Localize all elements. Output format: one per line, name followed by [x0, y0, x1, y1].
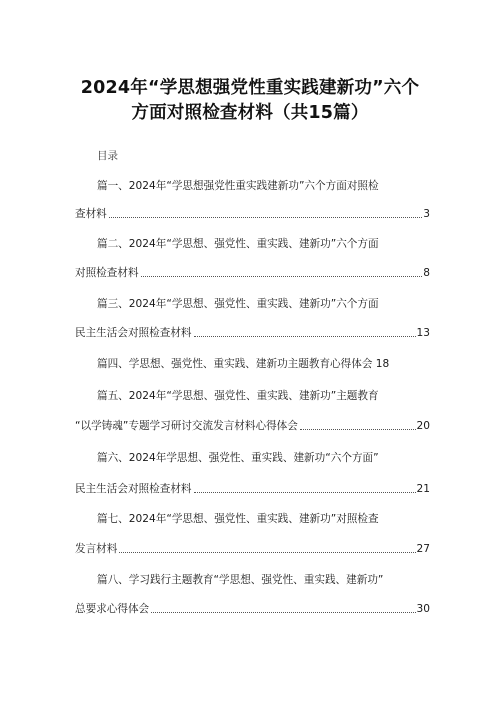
toc-entry-5-page: 20: [416, 420, 430, 432]
toc-entry-6-line-1[interactable]: 篇六、2024年学思想、强党性、重实践、建新功“六个方面”: [97, 452, 379, 464]
toc-entry-2-line-1[interactable]: 篇二、2024年“学思想、强党性、重实践、建新功”六个方面: [97, 238, 379, 250]
toc-entry-1-page: 3: [423, 208, 430, 220]
toc-leader-dots: [300, 428, 416, 430]
toc-entry-3-line-1[interactable]: 篇三、2024年“学思想、强党性、重实践、建新功”六个方面: [97, 298, 379, 310]
toc-entry-3-page: 13: [416, 327, 430, 339]
toc-entry-5-text: “以学铸魂”专题学习研讨交流发言材料心得体会: [75, 420, 298, 432]
toc-entry-4[interactable]: 篇四、学思想、强党性、重实践、建新功主题教育心得体会 18: [97, 358, 390, 370]
toc-entry-1-line-2[interactable]: [75, 207, 430, 221]
toc-entry-5-line-1[interactable]: 篇五、2024年“学思想、强党性、重实践、建新功”主题教育: [97, 390, 379, 402]
toc-entry-1-line-1[interactable]: 篇一、2024年“学思想强党性重实践建新功”六个方面对照检: [97, 180, 379, 192]
toc-entry-8-line-1[interactable]: 篇八、学习践行主题教育“学思想、强党性、重实践、建新功”: [97, 574, 384, 586]
toc-leader-dots: [151, 611, 415, 613]
toc-entry-7-page: 27: [416, 543, 430, 555]
toc-leader-dots: [194, 491, 416, 493]
toc-entry-7-line-2[interactable]: [75, 542, 430, 556]
toc-entry-2-page: 8: [423, 267, 430, 279]
toc-entry-8-page: 30: [416, 603, 430, 615]
toc-entry-5-line-2[interactable]: [75, 419, 430, 433]
toc-leader-dots: [119, 551, 415, 553]
toc-entry-3-line-2[interactable]: [75, 326, 430, 340]
toc-entry-6-line-2[interactable]: [75, 482, 430, 496]
toc-leader-dots: [194, 335, 416, 337]
toc-entry-2-text: 对照检查材料: [75, 267, 139, 279]
toc-entry-1-text: 查材料: [75, 208, 107, 220]
toc-entry-7-line-1[interactable]: 篇七、2024年“学思想、强党性、重实践、建新功”对照检查: [97, 513, 379, 525]
toc-entry-8-line-2[interactable]: [75, 602, 430, 616]
toc-entry-2-line-2[interactable]: [75, 266, 430, 280]
toc-leader-dots: [141, 275, 423, 277]
toc-entry-6-text: 民主生活会对照检查材料: [75, 483, 192, 495]
toc-entry-6-page: 21: [416, 483, 430, 495]
document-title-line-1: 2024年“学思想强党性重实践建新功”六个: [80, 78, 420, 98]
toc-entry-7-text: 发言材料: [75, 543, 118, 555]
document-title-line-2: 方面对照检查材料（共15篇）: [131, 103, 369, 123]
toc-leader-dots: [109, 216, 422, 218]
toc-entry-3-text: 民主生活会对照检查材料: [75, 327, 192, 339]
toc-heading: 目录: [97, 150, 118, 162]
toc-entry-8-text: 总要求心得体会: [75, 603, 150, 615]
